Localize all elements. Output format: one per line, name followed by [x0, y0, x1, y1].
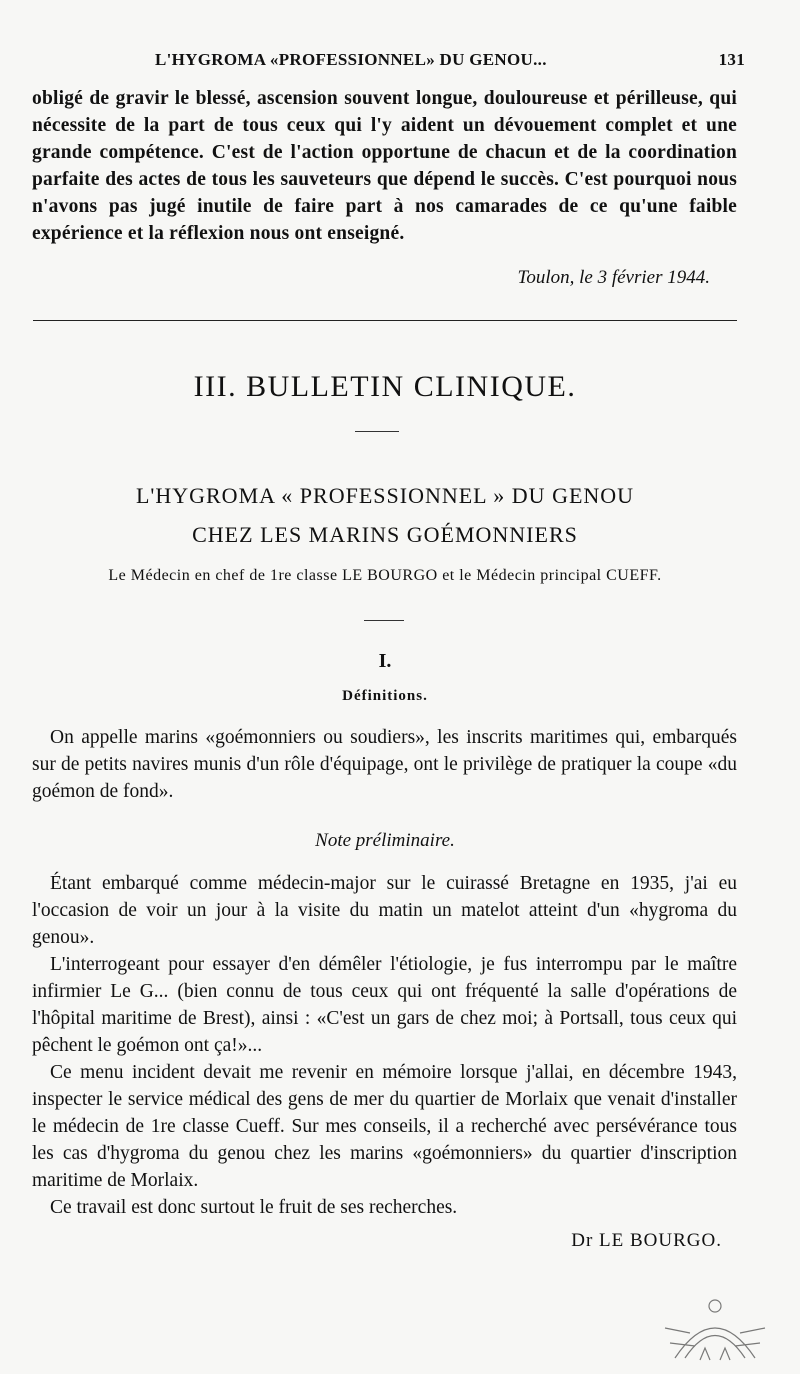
library-stamp-icon [655, 1288, 775, 1368]
note-paragraph: L'interrogeant pour essayer d'en démêler l'étiologie, je fus interrompu par le maître infirmier Le G... (bien connu de tous ceux qui ont fréquenté la salle d'opérations de l'hôpital maritime de Brest), ainsi : «C'est un gars de chez moi; à Portsall, tous ceux qui pêchent le goémon ont ça!»... [32, 954, 737, 1056]
definition-paragraph: On appelle marins «goémonniers ou soudiers», les inscrits maritimes qui, embarqués sur de petits navires munis d'un rôle d'équipage, ont le privilège de pratiquer la coupe «du goémon de fond». [32, 727, 737, 802]
dateline: Toulon, le 3 février 1944. [517, 267, 710, 288]
note-paragraph: Ce travail est donc surtout le fruit de ses recherches. [50, 1197, 458, 1218]
intro-paragraph: obligé de gravir le blessé, ascension souvent longue, douloureuse et périlleuse, qui nécessite de la part de tous ceux qui l'y aident un dévouement complet et une grande compétence. C'est de l'action opportune de chacun et de la coordination parfaite des actes de tous les sauveteurs que dépend le succès. C'est pourquoi nous n'avons pas jugé inutile de faire part à nos camarades de ce qu'une faible expérience et la réflexion nous ont enseigné. [32, 88, 737, 244]
page-number: 131 [718, 50, 745, 69]
short-divider [355, 431, 399, 432]
article-title-line1: L'HYGROMA « PROFESSIONNEL » DU GENOU [135, 483, 635, 508]
note-title: Note préliminaire. [315, 830, 455, 851]
short-divider [364, 620, 404, 621]
note-paragraph: Étant embarqué comme médecin-major sur le cuirassé Bretagne en 1935, j'ai eu l'occasion de voir un jour à la visite du matin un matelot atteint d'un «hygroma du genou». [32, 873, 737, 948]
running-header [155, 50, 745, 70]
signature: Dr LE BOURGO. [571, 1230, 722, 1251]
section-divider [33, 320, 737, 321]
note-body [32, 870, 737, 1221]
part-name: Définitions. [342, 688, 428, 704]
note-paragraph: Ce menu incident devait me revenir en mémoire lorsque j'allai, en décembre 1943, inspecter le service médical des gens de mer du quartier de Morlaix que venait d'installer le médecin de 1re classe Cueff. Sur mes conseils, il a recherché avec persévérance tous les cas d'hygroma du genou chez les marins «goémonniers» du quartier d'inscription maritime de Morlaix. [32, 1062, 737, 1191]
running-title: L'HYGROMA «PROFESSIONNEL» DU GENOU... [155, 50, 547, 69]
article-authors: Le Médecin en chef de 1re classe LE BOURGO et le Médecin principal CUEFF. [108, 567, 662, 584]
article-title-line2: CHEZ LES MARINS GOÉMONNIERS [192, 522, 578, 547]
part-number: I. [378, 650, 392, 672]
section-heading: III. BULLETIN CLINIQUE. [193, 370, 577, 403]
